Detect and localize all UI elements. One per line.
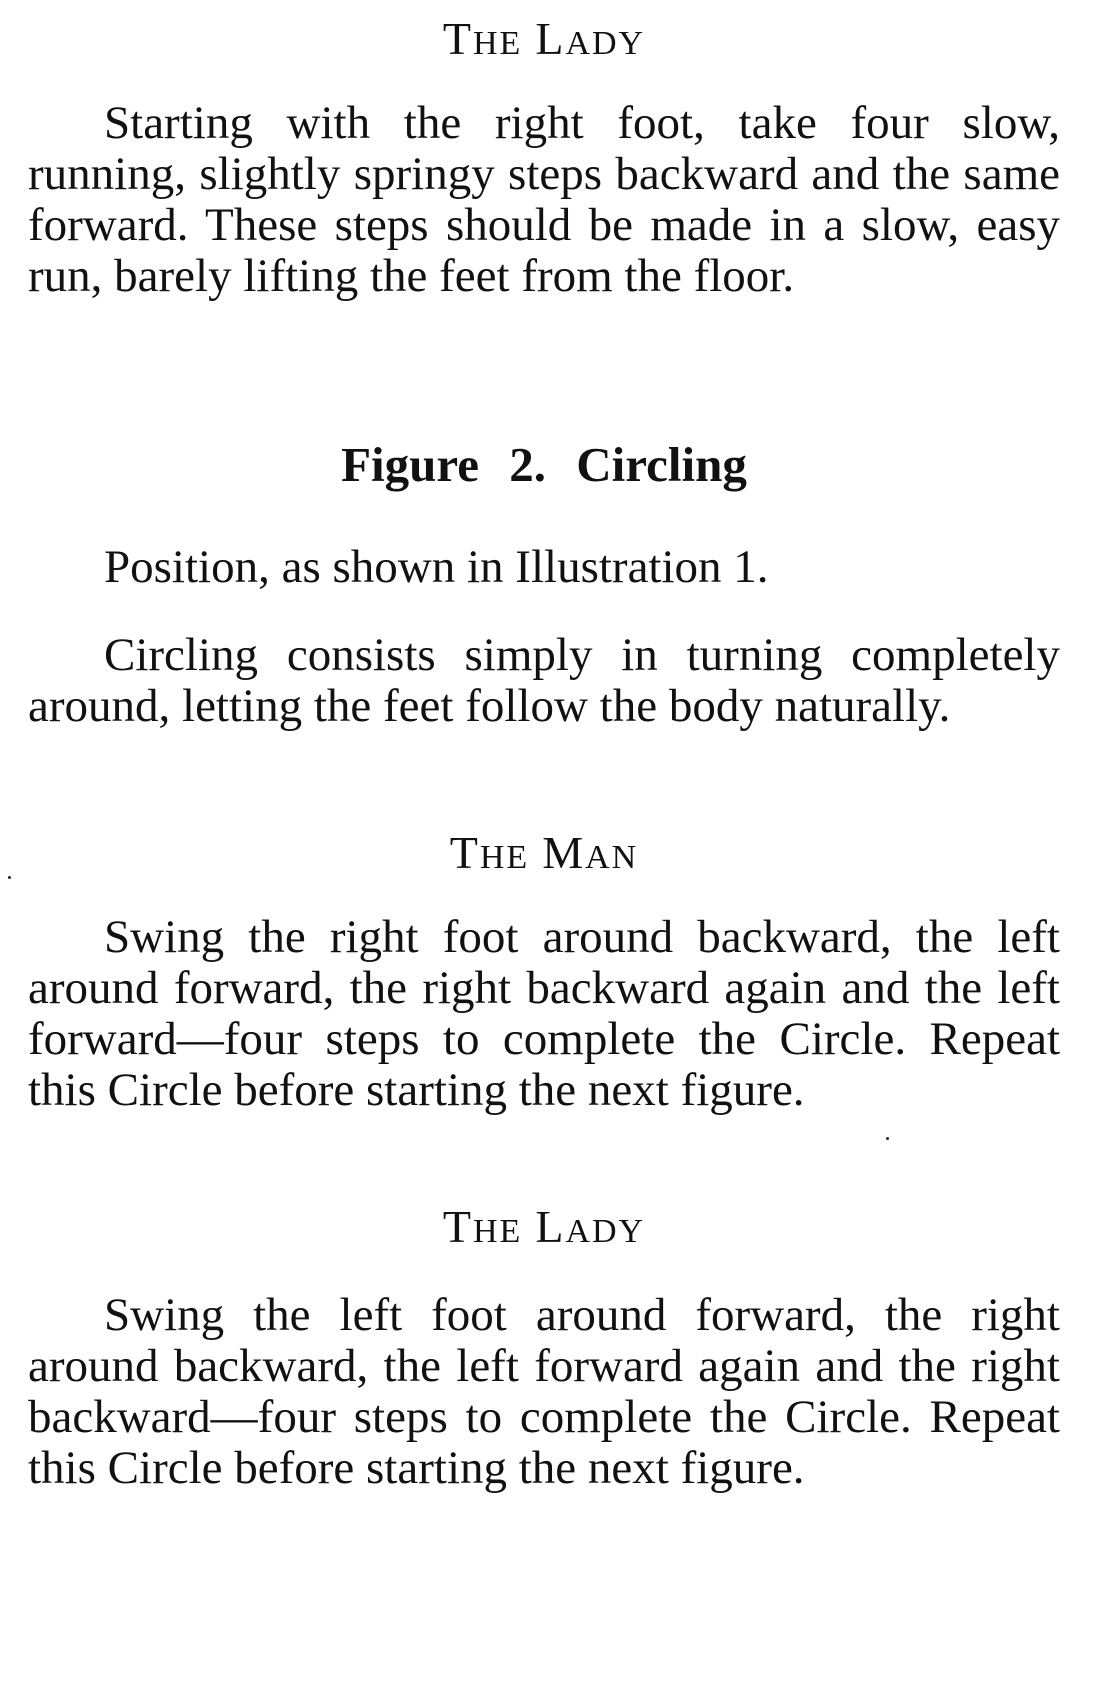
scan-speck [8, 876, 11, 879]
lady-circle-instructions-paragraph: Swing the left foot around forward, the right around backward, the left forward again and the right backward—four steps to complete the Circle. Repeat this Circle before starting the next figure. [28, 1289, 1060, 1494]
section-heading-the-man: THE MAN [449, 827, 639, 878]
section-heading-the-lady: THE LADY [442, 13, 646, 64]
section-heading-the-lady-2: THE LADY [442, 1201, 646, 1252]
man-instructions-paragraph: Swing the right foot around backward, the left around forward, the right backward again and the left forward—four steps to complete the Circle. Repeat this Circle before starting the next figure. [28, 911, 1060, 1116]
circling-description-paragraph: Circling consists simply in turning completely around, letting the feet follow the body naturally. [28, 629, 1060, 732]
lady-instructions-paragraph: Starting with the right foot, take four slow, running, slightly springy steps backward and the same forward. These steps should be made in a slow, easy run, barely lifting the feet from the floor. [28, 97, 1060, 302]
position-paragraph: Position, as shown in Illustration 1. [104, 541, 769, 593]
figure-title: Figure 2. Circling [341, 437, 747, 492]
scan-speck [886, 1137, 889, 1140]
